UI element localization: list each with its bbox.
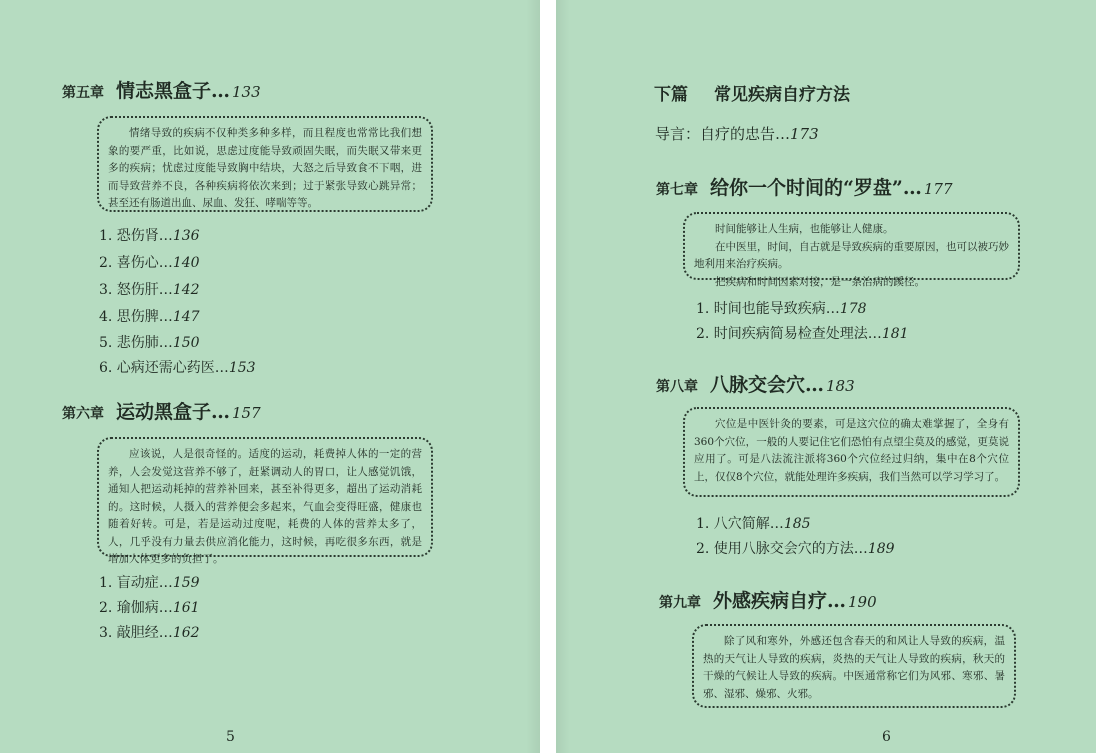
chapter-9-heading[interactable] xyxy=(659,586,877,613)
toc-item[interactable]: 4. 思伤脾…147 xyxy=(99,309,200,325)
chapter-title: 外感疾病自疗… xyxy=(713,590,847,612)
summary-text: 把疾病和时间因素对接，是一条治病的蹊径。 xyxy=(715,275,925,288)
page-number: 5 xyxy=(226,729,235,745)
chapter-number: 第五章 xyxy=(62,85,104,101)
summary-text: 除了风和寒外，外感还包含春天的和风让人导致的疾病，温热的天气让人导致的疾病，炎热的天气让人导致的疾病，秋天的干燥的气候让人导致的疾病。中医通常称它们为风邪、寒邪、暑邪、湿邪、燥邪、火邪。 xyxy=(703,635,1005,700)
part-heading[interactable] xyxy=(654,80,850,105)
summary-text: 在中医里，时间，自古就是导致疾病的重要原因，也可以被巧妙地利用来治疗疾病。 xyxy=(694,240,1009,270)
chapter-summary-box xyxy=(97,437,433,565)
chapter-page: 157 xyxy=(232,404,261,422)
page-number: 6 xyxy=(882,729,891,745)
toc-item[interactable]: 1. 恐伤肾…136 xyxy=(99,228,200,244)
chapter-page: 190 xyxy=(848,593,877,611)
chapter-7-heading[interactable] xyxy=(656,173,953,200)
part-title: 常见疾病自疗方法 xyxy=(714,85,850,105)
chapter-number: 第六章 xyxy=(62,406,104,422)
chapter-title: 运动黑盒子… xyxy=(116,401,231,423)
chapter-summary-box xyxy=(692,624,1016,708)
chapter-6-heading[interactable] xyxy=(62,397,261,424)
page-6 xyxy=(556,0,1096,753)
intro-entry[interactable]: 导言：自疗的忠告…173 xyxy=(655,125,819,143)
toc-item[interactable]: 3. 怒伤肝…142 xyxy=(99,282,200,298)
chapter-title: 八脉交会穴… xyxy=(710,374,825,396)
chapter-page: 183 xyxy=(826,377,855,395)
summary-text: 穴位是中医针灸的要素，可是这穴位的确太难掌握了，全身有360个穴位，一般的人要记住它们恐怕有点望尘莫及的感觉，更莫说应用了。可是八法流注派将360个穴位经过归纳，集中在8个穴位上，仅仅8个穴位，就能处理许多疾病，我们当然可以学习学习了。 xyxy=(694,418,1009,483)
page-5 xyxy=(0,0,540,753)
chapter-title: 给你一个时间的“罗盘”… xyxy=(710,177,922,199)
chapter-title: 情志黑盒子… xyxy=(116,80,231,102)
chapter-summary-box xyxy=(97,116,433,212)
chapter-page: 177 xyxy=(923,180,953,198)
summary-text: 情绪导致的疾病不仅种类多种多样，而且程度也常常比我们想象的要严重，比如说，思虑过度能导致顽固失眠，而失眠又带来更多的疾病；忧虑过度能导致胸中结块，大怒之后导致食不下咽，进而导致营养不良，各种疾病将依次来到；过于紧张导致心跳异常；甚至还有肠道出血、尿血、发狂、哮喘等等。 xyxy=(108,127,422,209)
chapter-number: 第七章 xyxy=(656,182,698,198)
toc-item[interactable]: 2. 时间疾病简易检查处理法…181 xyxy=(696,326,909,342)
chapter-8-heading[interactable] xyxy=(656,370,855,397)
toc-item[interactable]: 2. 喜伤心…140 xyxy=(99,255,200,271)
toc-item[interactable]: 1. 八穴简解…185 xyxy=(696,516,811,532)
chapter-summary-box xyxy=(683,212,1020,288)
chapter-number: 第九章 xyxy=(659,595,701,611)
chapter-summary-box xyxy=(683,407,1020,497)
chapter-number: 第八章 xyxy=(656,379,698,395)
toc-item[interactable]: 6. 心病还需心药医…153 xyxy=(99,360,256,376)
chapter-page: 133 xyxy=(232,83,261,101)
toc-item[interactable]: 3. 敲胆经…162 xyxy=(99,625,200,641)
toc-item[interactable]: 5. 悲伤肺…150 xyxy=(99,335,200,351)
toc-item[interactable]: 2. 瑜伽病…161 xyxy=(99,600,200,616)
summary-text: 时间能够让人生病，也能够让人健康。 xyxy=(715,223,894,235)
toc-item[interactable]: 1. 时间也能导致疾病…178 xyxy=(696,301,867,317)
summary-text: 应该说，人是很奇怪的。适度的运动，耗费掉人体的一定的营养，人会发觉这营养不够了，赶紧调动人的胃口，让人感觉饥饿，通知人把运动耗掉的营养补回来，甚至补得更多，超出了运动消耗的。这时候，人摄入的营养便会多起来，气血会变得旺盛，健康也随着好转。可是，若是运动过度呢，耗费的人体的营养太多了，人，几乎没有力量去供应消化能力，这时候，再吃很多东西，就是增加人体更多的负担了。 xyxy=(108,448,422,565)
chapter-5-heading[interactable] xyxy=(62,76,261,103)
part-label: 下篇 xyxy=(654,85,688,105)
toc-item[interactable]: 2. 使用八脉交会穴的方法…189 xyxy=(696,541,895,557)
toc-item[interactable]: 1. 盲动症…159 xyxy=(99,575,200,591)
